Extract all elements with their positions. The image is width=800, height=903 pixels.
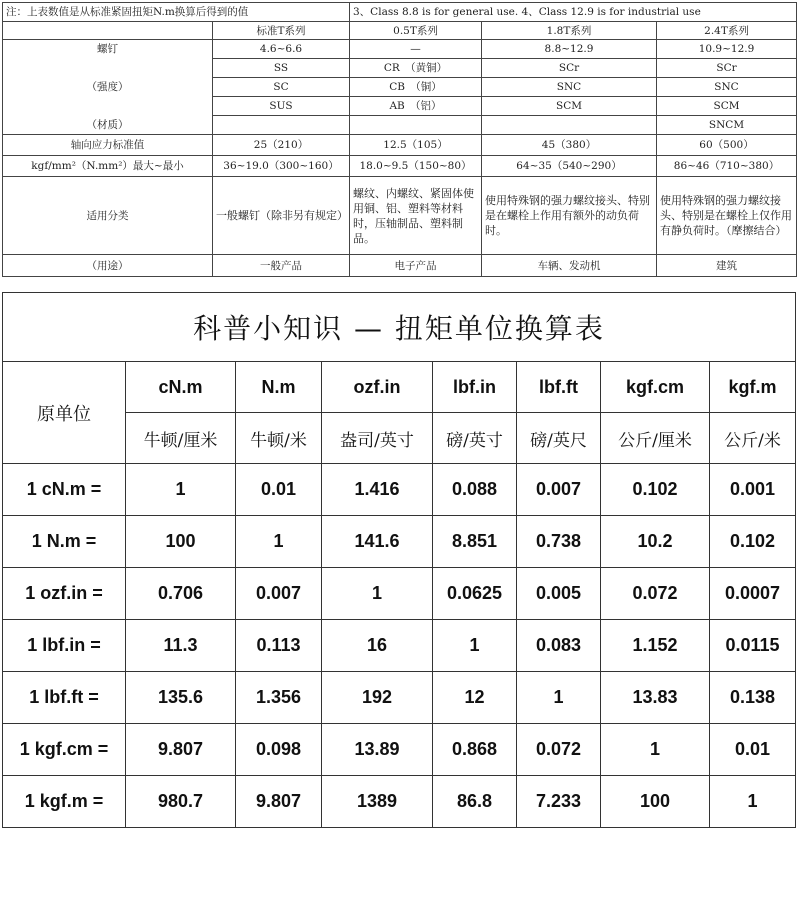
conversion-value: 0.868 (433, 724, 517, 776)
kgf-value: 86~46（710~380） (657, 156, 797, 177)
conversion-value: 0.088 (433, 464, 517, 516)
table-row (3, 620, 796, 672)
material-cell: SCM (482, 97, 657, 116)
conversion-value: 0.005 (517, 568, 601, 620)
kgf-value: 18.0~9.5（150~80） (350, 156, 482, 177)
conversion-value: 0.007 (236, 568, 322, 620)
conversion-value: 0.102 (601, 464, 710, 516)
conversion-value: 0.138 (710, 672, 796, 724)
conversion-value: 9.807 (236, 776, 322, 828)
kgf-label: kgf/mm²（N.mm²）最大~最小 (3, 156, 213, 177)
unit-cn-header: 公斤/厘米 (601, 413, 710, 464)
material-cell: SCr (657, 59, 797, 78)
conversion-value: 980.7 (126, 776, 236, 828)
conversion-value: 10.2 (601, 516, 710, 568)
unit-cn-header: 盎司/英寸 (322, 413, 433, 464)
origin-unit-label: 原单位 (3, 362, 126, 464)
conversion-value: 0.007 (517, 464, 601, 516)
conversion-value: 11.3 (126, 620, 236, 672)
bolt-label: 螺钉 (3, 40, 213, 59)
axial-label: 轴向应力标准值 (3, 135, 213, 156)
conversion-value: 1 (710, 776, 796, 828)
bolt-grade-table (2, 2, 797, 277)
material-cell: CR （黄铜） (350, 59, 482, 78)
conversion-value: 1.416 (322, 464, 433, 516)
series-header: 1.8T系列 (482, 22, 657, 40)
unit-header: kgf.m (710, 362, 796, 413)
apply-value: 使用特殊钢的强力螺纹接头、特别是在螺栓上仅作用有静负荷时。（摩擦结合） (657, 177, 797, 255)
conversion-value: 100 (126, 516, 236, 568)
strength-label: （强度） (3, 78, 213, 97)
table-row (3, 516, 796, 568)
strength-value: 4.6~6.6 (213, 40, 350, 59)
material-label: （材质） (3, 116, 213, 135)
material-cell: SC (213, 78, 350, 97)
use-label: （用途） (3, 255, 213, 277)
apply-value: 一般螺钉（除非另有规定） (213, 177, 350, 255)
conversion-value: 9.807 (126, 724, 236, 776)
conversion-value: 0.01 (236, 464, 322, 516)
conversion-value: 0.0115 (710, 620, 796, 672)
conversion-value: 13.89 (322, 724, 433, 776)
label-spacer (3, 97, 213, 116)
axial-value: 12.5（105） (350, 135, 482, 156)
use-value: 电子产品 (350, 255, 482, 277)
table-title: 科普小知识 — 扭矩单位换算表 (3, 293, 796, 362)
material-cell (482, 116, 657, 135)
row-unit-label: 1 lbf.in = (3, 620, 126, 672)
unit-cn-header: 牛顿/厘米 (126, 413, 236, 464)
material-cell: SNC (482, 78, 657, 97)
conversion-value: 0.0625 (433, 568, 517, 620)
material-cell: SNCM (657, 116, 797, 135)
material-cell: CB （铜） (350, 78, 482, 97)
unit-header: cN.m (126, 362, 236, 413)
note-left: 注：上表数值是从标准紧固扭矩N.m换算后得到的值 (3, 3, 350, 22)
apply-value: 螺纹、内螺纹、紧固体使用铜、铝、塑料等材料时，压轴制品、塑料制品。 (350, 177, 482, 255)
material-cell: SCM (657, 97, 797, 116)
strength-value: — (350, 40, 482, 59)
unit-cn-header: 牛顿/米 (236, 413, 322, 464)
material-cell: SUS (213, 97, 350, 116)
conversion-value: 0.072 (517, 724, 601, 776)
use-value: 车辆、发动机 (482, 255, 657, 277)
use-value: 一般产品 (213, 255, 350, 277)
table-row (3, 776, 796, 828)
material-cell (213, 116, 350, 135)
torque-conversion-table (2, 292, 796, 828)
conversion-value: 8.851 (433, 516, 517, 568)
row-unit-label: 1 cN.m = (3, 464, 126, 516)
unit-cn-header: 公斤/米 (710, 413, 796, 464)
unit-header: kgf.cm (601, 362, 710, 413)
conversion-value: 1.152 (601, 620, 710, 672)
conversion-value: 0.738 (517, 516, 601, 568)
unit-header: ozf.in (322, 362, 433, 413)
conversion-value: 135.6 (126, 672, 236, 724)
table-row (3, 724, 796, 776)
material-cell (350, 116, 482, 135)
note-right: 3、Class 8.8 is for general use. 4、Class 12.9 is for industrial use (350, 3, 797, 22)
strength-value: 8.8~12.9 (482, 40, 657, 59)
conversion-value: 1 (126, 464, 236, 516)
table-row (3, 568, 796, 620)
conversion-value: 0.098 (236, 724, 322, 776)
kgf-value: 64~35（540~290） (482, 156, 657, 177)
conversion-value: 1 (517, 672, 601, 724)
conversion-value: 192 (322, 672, 433, 724)
table-row (3, 672, 796, 724)
series-header: 0.5T系列 (350, 22, 482, 40)
conversion-value: 1 (433, 620, 517, 672)
use-value: 建筑 (657, 255, 797, 277)
strength-value: 10.9~12.9 (657, 40, 797, 59)
row-unit-label: 1 kgf.m = (3, 776, 126, 828)
row-unit-label: 1 N.m = (3, 516, 126, 568)
table-row (3, 464, 796, 516)
conversion-value: 16 (322, 620, 433, 672)
conversion-value: 0.083 (517, 620, 601, 672)
row-unit-label: 1 kgf.cm = (3, 724, 126, 776)
conversion-value: 1 (236, 516, 322, 568)
torque-rows (3, 464, 796, 828)
conversion-value: 1389 (322, 776, 433, 828)
conversion-value: 13.83 (601, 672, 710, 724)
axial-value: 45（380） (482, 135, 657, 156)
conversion-value: 1 (601, 724, 710, 776)
unit-header: lbf.ft (517, 362, 601, 413)
material-cell: AB （铝） (350, 97, 482, 116)
conversion-value: 0.706 (126, 568, 236, 620)
apply-label: 适用分类 (3, 177, 213, 255)
series-header: 2.4T系列 (657, 22, 797, 40)
unit-header: lbf.in (433, 362, 517, 413)
axial-value: 25（210） (213, 135, 350, 156)
axial-value: 60（500） (657, 135, 797, 156)
conversion-value: 0.01 (710, 724, 796, 776)
conversion-value: 0.072 (601, 568, 710, 620)
series-header: 标准T系列 (213, 22, 350, 40)
conversion-value: 0.0007 (710, 568, 796, 620)
conversion-value: 1 (322, 568, 433, 620)
conversion-value: 0.001 (710, 464, 796, 516)
conversion-value: 86.8 (433, 776, 517, 828)
unit-cn-header: 磅/英尺 (517, 413, 601, 464)
conversion-value: 100 (601, 776, 710, 828)
material-cell: SS (213, 59, 350, 78)
conversion-value: 0.102 (710, 516, 796, 568)
kgf-value: 36~19.0（300~160） (213, 156, 350, 177)
apply-value: 使用特殊钢的强力螺纹接头、特别是在螺栓上作用有额外的动负荷时。 (482, 177, 657, 255)
material-cell: SNC (657, 78, 797, 97)
conversion-value: 1.356 (236, 672, 322, 724)
unit-cn-header: 磅/英寸 (433, 413, 517, 464)
unit-header: N.m (236, 362, 322, 413)
row-unit-label: 1 lbf.ft = (3, 672, 126, 724)
series-header-blank (3, 22, 213, 40)
conversion-value: 0.113 (236, 620, 322, 672)
label-spacer (3, 59, 213, 78)
conversion-value: 141.6 (322, 516, 433, 568)
row-unit-label: 1 ozf.in = (3, 568, 126, 620)
material-cell: SCr (482, 59, 657, 78)
conversion-value: 7.233 (517, 776, 601, 828)
conversion-value: 12 (433, 672, 517, 724)
